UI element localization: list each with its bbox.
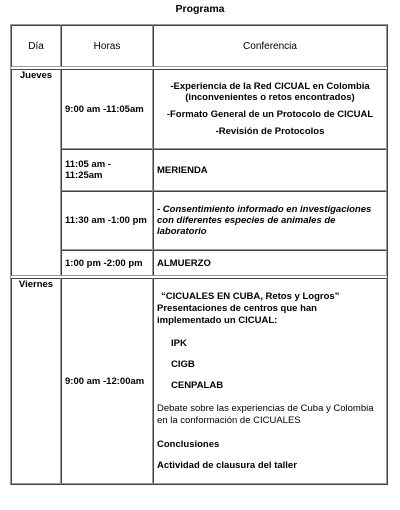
center-item: CENPALAB xyxy=(171,379,224,391)
table-row xyxy=(11,250,387,276)
hours-cell: 1:00 pm -2:00 pm xyxy=(61,250,153,276)
conference-item: (inconvenientes o retos encontrados) xyxy=(185,92,355,103)
hours-cell: 9:00 am -11:05am xyxy=(61,69,153,149)
header-day: Día xyxy=(11,25,61,67)
conference-cell xyxy=(153,69,387,149)
debate-text: Debate sobre las experiencias de Cuba y Colombia en la conformación de CICUALES xyxy=(157,402,374,426)
conference-cell: - Consentimiento informado en investigaciones con diferentes especies de animales de laboratorio xyxy=(153,191,387,250)
hours-cell: 9:00 am -12:00am xyxy=(61,278,153,484)
closing-text: Actividad de clausura del taller xyxy=(157,459,297,471)
conference-item: -Formato General de un Protocolo de CICUAL xyxy=(166,109,374,120)
center-item: IPK xyxy=(171,337,187,349)
center-item: CIGB xyxy=(171,358,195,370)
conference-cell: ALMUERZO xyxy=(153,250,387,276)
conference-cell: MERIENDA xyxy=(153,149,387,191)
friday-subheading: Presentaciones de centros que han implementado un CICUAL: xyxy=(157,302,317,326)
schedule-table xyxy=(10,24,388,485)
day-cell-thursday: Jueves xyxy=(11,69,61,276)
table-row xyxy=(11,149,387,191)
conference-cell xyxy=(153,278,387,484)
hours-cell: 11:05 am - 11:25am xyxy=(61,149,153,191)
page-title: Programa xyxy=(175,3,225,15)
day-cell-friday: Viernes xyxy=(11,278,61,484)
conference-item: -Experiencia de la Red CICUAL en Colombia xyxy=(170,81,370,92)
hours-cell: 11:30 am -1:00 pm xyxy=(61,191,153,250)
header-conference: Conferencia xyxy=(153,25,387,67)
conclusions-text: Conclusiones xyxy=(157,438,220,450)
conference-item: -Revisión de Protocolos xyxy=(215,126,325,137)
header-hours: Horas xyxy=(61,25,153,67)
table-row xyxy=(11,191,387,250)
table-row xyxy=(11,69,387,149)
header-row xyxy=(11,25,387,67)
table-row xyxy=(11,278,387,484)
friday-heading: “CICUALES EN CUBA, Retos y Logros” xyxy=(161,290,340,302)
